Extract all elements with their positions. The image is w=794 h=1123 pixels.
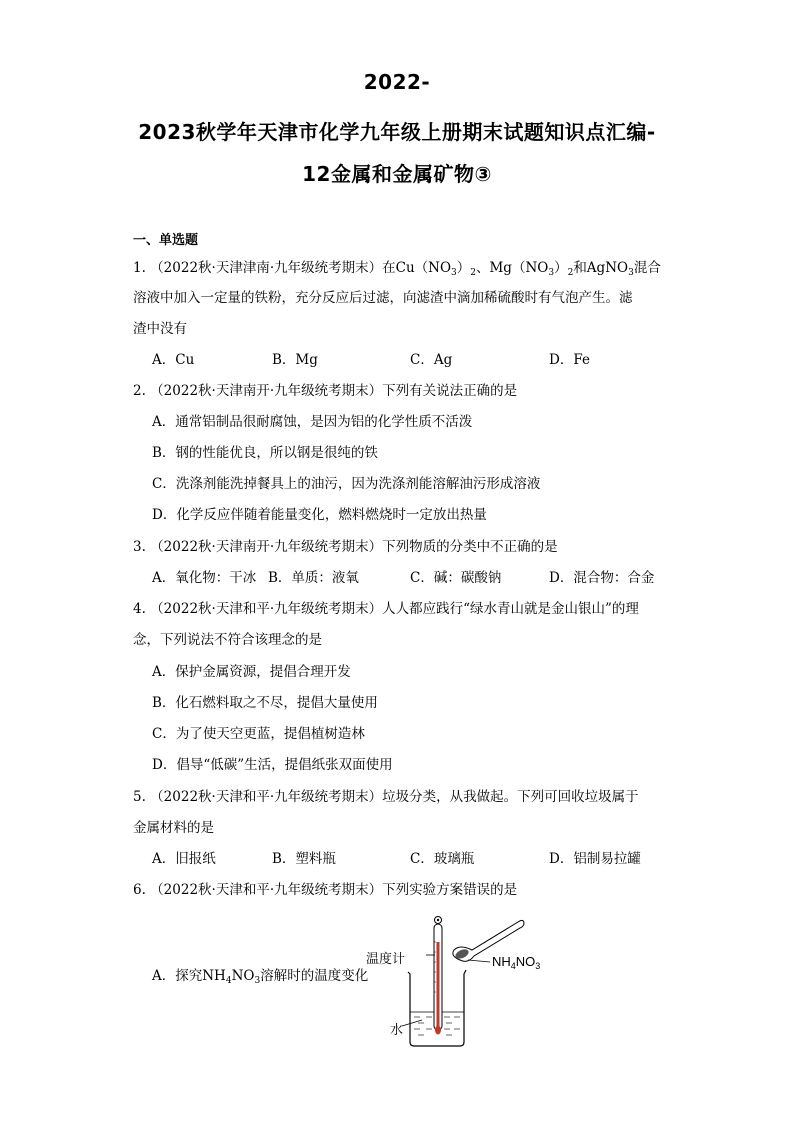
q6-stem: 6. （2022秋·天津和平·九年级统考期末）下列实验方案错误的是	[133, 882, 518, 898]
q5-option-a: A．旧报纸	[152, 851, 216, 867]
section-heading: 一、单选题	[133, 233, 199, 248]
q5-option-d: D．铝制易拉罐	[549, 851, 641, 867]
q1-option-d: D．Fe	[549, 352, 590, 368]
reagent-label: $NH_4NO_3$	[492, 954, 541, 971]
q3-option-b: B．单质：液氧	[268, 570, 359, 586]
q1-option-a: A．Cu	[152, 352, 195, 368]
q1-option-c: C．Ag	[410, 352, 453, 368]
q3-option-a: A．氧化物：干冰	[152, 570, 257, 586]
q1-option-b: B．Mg	[272, 352, 318, 368]
q5-option-b: B．塑料瓶	[272, 851, 336, 867]
q2-option-d: D．化学反应伴随着能量变化，燃料燃烧时一定放出热量	[152, 507, 487, 523]
q2-option-c: C．洗涤剂能洗掉餐具上的油污，因为洗涤剂能溶解油污形成溶液	[152, 476, 541, 492]
q2-option-b: B．钢的性能优良，所以钢是很纯的铁	[152, 445, 378, 461]
q3-stem: 3. （2022秋·天津南开·九年级统考期末）下列物质的分类中不正确的是	[133, 539, 558, 555]
q5-option-c: C．玻璃瓶	[410, 851, 475, 867]
q5-line-2: 金属材料的是	[133, 820, 214, 836]
q4-option-a: A．保护金属资源，提倡合理开发	[152, 664, 351, 680]
q1-line-2: 溶液中加入一定量的铁粉，充分反应后过滤，向滤渣中滴加稀硫酸时有气泡产生。滤	[133, 290, 633, 306]
thermometer-label: 温度计	[366, 952, 406, 967]
q4-line-2: 念，下列说法不符合该理念的是	[133, 632, 322, 648]
q4-option-d: D．倡导“低碳”生活，提倡纸张双面使用	[152, 757, 393, 773]
title-line-2: 2023秋学年天津市化学九年级上册期末试题知识点汇编-	[138, 120, 656, 144]
title-line-3: 12金属和金属矿物③	[302, 162, 492, 186]
water-label: 水	[390, 1023, 404, 1038]
q3-option-c: C．碱：碳酸钠	[410, 570, 502, 586]
q4-line-1: 4. （2022秋·天津和平·九年级统考期末）人人都应践行“绿水青山就是金山银山”的理	[133, 601, 639, 617]
experiment-figure	[388, 912, 588, 1052]
q5-line-1: 5. （2022秋·天津和平·九年级统考期末）垃圾分类，从我做起。下列可回收垃圾属于	[133, 789, 639, 805]
q4-option-c: C．为了使天空更蓝，提倡植树造林	[152, 726, 365, 742]
q4-option-b: B．化石燃料取之不尽，提倡大量使用	[152, 695, 378, 711]
q3-option-d: D．混合物：合金	[549, 570, 655, 586]
thermometer-icon	[434, 917, 442, 1035]
q2-option-a: A．通常铝制品很耐腐蚀，是因为铝的化学性质不活泼	[152, 414, 473, 430]
q1-line-1: 1. （2022秋·天津津南·九年级统考期末）在$Cu(NO_3)_2$、$Mg(NO_3)_2$和AgNO$_3$混合	[133, 260, 661, 278]
q1-line-3: 渣中没有	[133, 321, 187, 337]
title-line-1: 2022-	[363, 70, 431, 94]
q6-option-a: A．探究$NH_4NO_3$溶解时的温度变化	[152, 968, 369, 986]
q2-stem: 2. （2022秋·天津南开·九年级统考期末）下列有关说法正确的是	[133, 383, 518, 399]
